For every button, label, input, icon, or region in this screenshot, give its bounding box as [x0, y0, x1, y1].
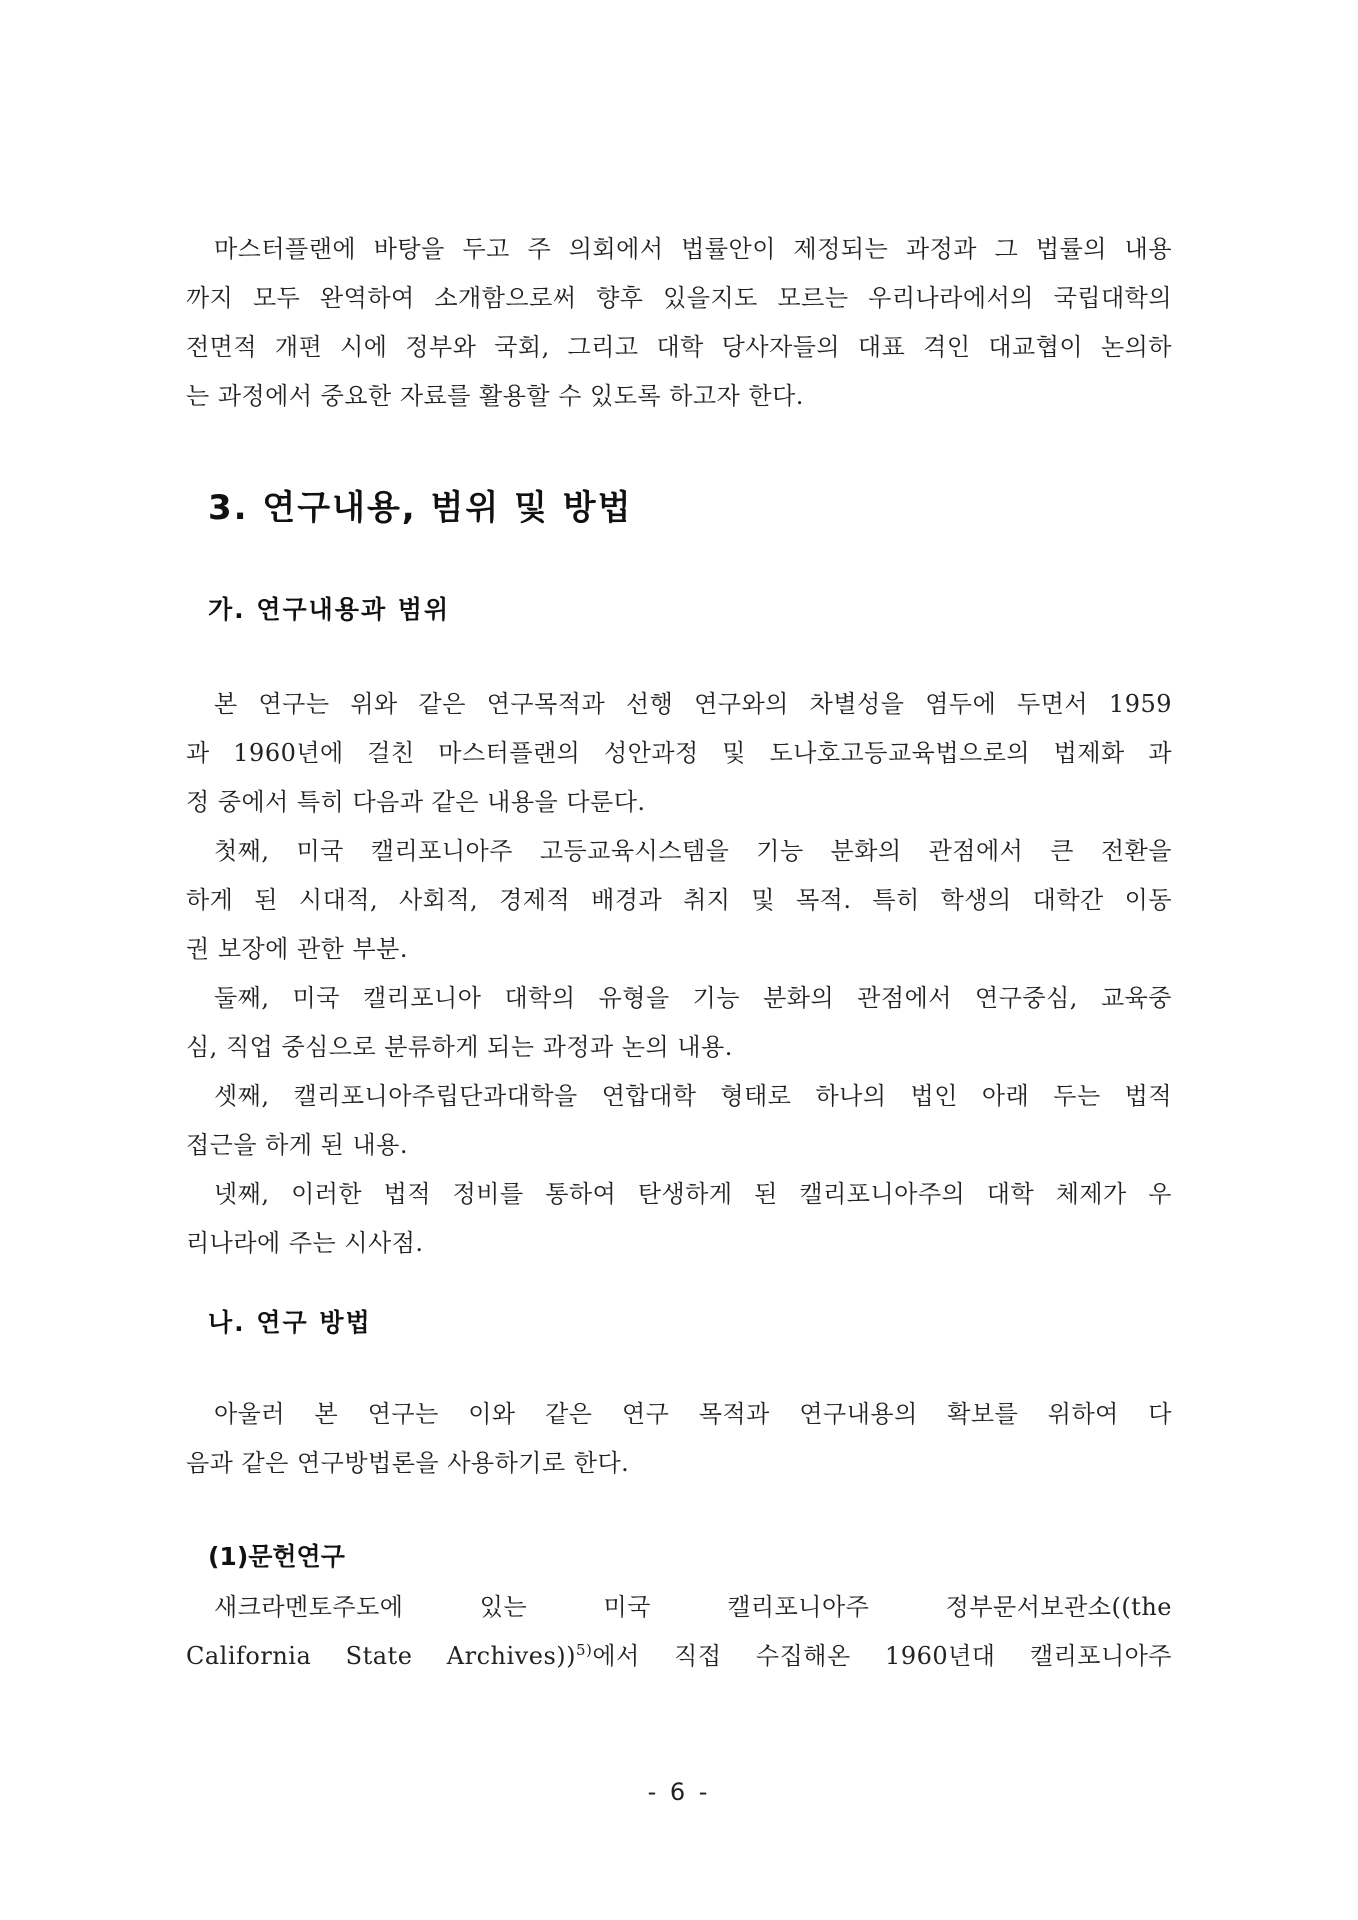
page-number: - 6 -	[647, 1778, 711, 1806]
literature-research-body	[186, 1583, 1172, 1681]
intro-paragraph	[186, 225, 1172, 421]
text-line: 는 과정에서 중요한 자료를 활용할 수 있도록 하고자 한다.	[186, 382, 804, 410]
subsection-title-contents-scope: 가. 연구내용과 범위	[208, 595, 451, 624]
text-line: 새크라멘토주도에 있는 미국 캘리포니아주 정부문서보관소((the	[214, 1593, 1172, 1621]
minor-title-literature-research: (1)문헌연구	[208, 1542, 345, 1571]
text-line: 전면적 개편 시에 정부와 국회, 그리고 대학 당사자들의 대표 격인 대교협이 논의하	[186, 333, 1172, 361]
footnote-reference: 5)	[575, 1641, 593, 1659]
subsection-title-method: 나. 연구 방법	[208, 1308, 372, 1337]
text-line: 리나라에 주는 시사점.	[186, 1229, 424, 1257]
text-line: 마스터플랜에 바탕을 두고 주 의회에서 법률안이 제정되는 과정과 그 법률의 내용	[214, 235, 1172, 263]
text-fragment: 에서 직접 수집해온 1960년대 캘리포니아주	[592, 1642, 1172, 1670]
list-item-first: 첫째, 미국 캘리포니아주 고등교육시스템을 기능 분화의 관점에서 큰 전환을	[214, 837, 1172, 865]
text-line: 음과 같은 연구방법론을 사용하기로 한다.	[186, 1449, 630, 1477]
text-line	[186, 1632, 1172, 1681]
list-item-fourth: 넷째, 이러한 법적 정비를 통하여 탄생하게 된 캘리포니아주의 대학 체제가 우	[214, 1180, 1172, 1208]
text-line: 과 1960년에 걸친 마스터플랜의 성안과정 및 도나호고등교육법으로의 법제화 과	[186, 739, 1172, 767]
list-item-second: 둘째, 미국 캘리포니아 대학의 유형을 기능 분화의 관점에서 연구중심, 교육중	[214, 984, 1172, 1012]
section-title: 3. 연구내용, 범위 및 방법	[208, 488, 633, 528]
archive-name: California State Archives))	[186, 1642, 576, 1670]
subsection-method-body	[186, 1390, 1172, 1488]
text-line: 접근을 하게 된 내용.	[186, 1131, 408, 1159]
text-line: 정 중에서 특히 다음과 같은 내용을 다룬다.	[186, 788, 646, 816]
text-line: 심, 직업 중심으로 분류하게 되는 과정과 논의 내용.	[186, 1033, 733, 1061]
subsection-contents-body	[186, 680, 1172, 1268]
list-item-third: 셋째, 캘리포니아주립단과대학을 연합대학 형태로 하나의 법인 아래 두는 법적	[214, 1082, 1172, 1110]
text-line: 하게 된 시대적, 사회적, 경제적 배경과 취지 및 목적. 특히 학생의 대학간 이동	[186, 886, 1172, 914]
text-line: 본 연구는 위와 같은 연구목적과 선행 연구와의 차별성을 염두에 두면서 1959	[214, 690, 1172, 718]
text-line: 아울러 본 연구는 이와 같은 연구 목적과 연구내용의 확보를 위하여 다	[214, 1400, 1172, 1428]
text-line: 까지 모두 완역하여 소개함으로써 향후 있을지도 모르는 우리나라에서의 국립대학의	[186, 284, 1172, 312]
text-line: 권 보장에 관한 부분.	[186, 935, 408, 963]
